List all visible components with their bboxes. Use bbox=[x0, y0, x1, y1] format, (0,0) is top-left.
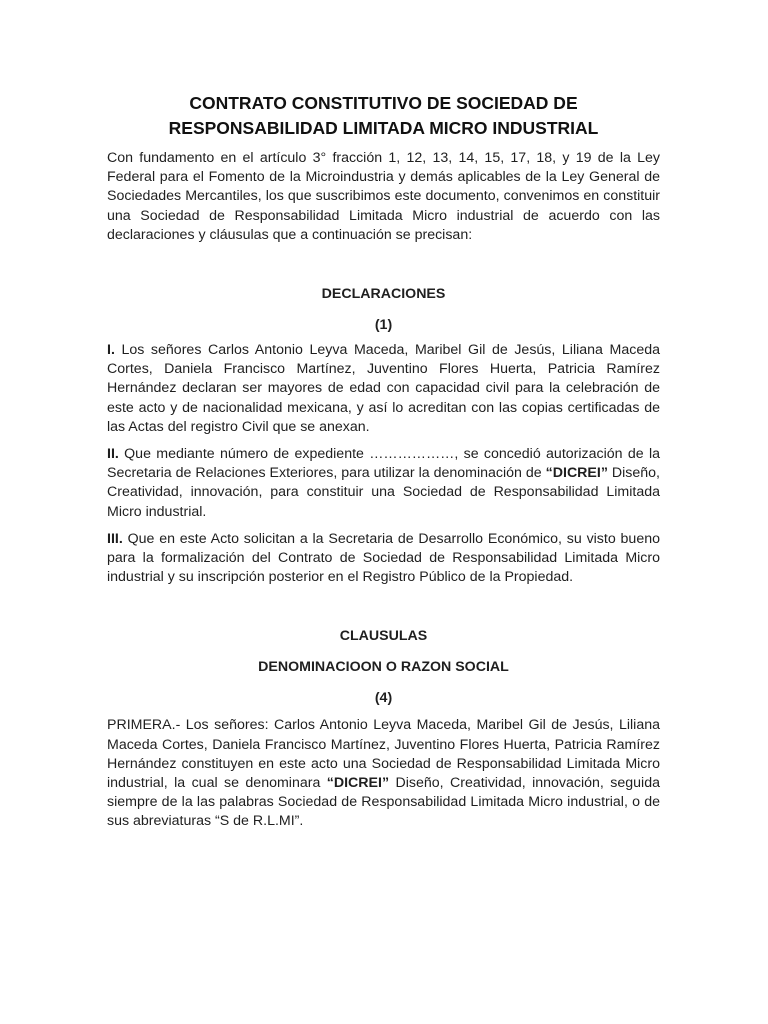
declaracion-ii-label: II. bbox=[107, 446, 119, 463]
document-page bbox=[107, 91, 660, 832]
declaracion-i-label: I. bbox=[107, 342, 115, 359]
declaraciones-heading: DECLARACIONES bbox=[321, 286, 446, 303]
declaracion-iii bbox=[107, 530, 660, 588]
declaracion-ii-text-before: Que mediante número de expediente ………………, se concedió autorización de la Secretaria de Relaciones Exteriores, para utilizar la denominación de bbox=[107, 446, 660, 482]
clausula-primera-brand: “DICREI” bbox=[326, 775, 390, 792]
title-line-1: CONTRATO CONSTITUTIVO DE SOCIEDAD DE bbox=[189, 93, 578, 113]
declaracion-i bbox=[107, 341, 660, 437]
clausulas-heading: CLAUSULAS bbox=[339, 628, 428, 645]
declaracion-ii-brand: “DICREI” bbox=[545, 465, 608, 482]
clausulas-number: (4) bbox=[374, 690, 393, 707]
document-title bbox=[107, 91, 660, 141]
declaracion-iii-label: III. bbox=[107, 530, 123, 547]
declaracion-iii-text: Que en este Acto solicitan a la Secretaria de Desarrollo Económico, su visto bueno para la formalización del Contrato de Sociedad de Responsabilidad Limitada Micro industrial y su inscripción posterior en el Registro Público de la Propiedad. bbox=[107, 530, 660, 586]
clausula-primera-text-before: PRIMERA.- Los señores: Carlos Antonio Leyva Maceda, Maribel Gil de Jesús, Liliana Maceda Cortes, Daniela Francisco Martínez, Juventino Flores Huerta, Patricia Ramírez Hernández constituyen en este acto una Sociedad de Responsabilidad Limitada Micro industrial, la cual se denominara bbox=[107, 717, 660, 792]
clausula-primera bbox=[107, 716, 660, 831]
intro-paragraph: Con fundamento en el artículo 3° fracción 1, 12, 13, 14, 15, 17, 18, y 19 de la Ley Federal para el Fomento de la Microindustria y demás aplicables de la Ley General de Sociedades Mercantiles, los que suscribimos este documento, convenimos en constituir una Sociedad de Responsabilidad Limitada Micro industrial de acuerdo con las declaraciones y cláusulas que a continuación se precisan: bbox=[107, 150, 660, 243]
declaracion-i-text: Los señores Carlos Antonio Leyva Maceda, Maribel Gil de Jesús, Liliana Maceda Cortes, Daniela Francisco Martínez, Juventino Flores Huerta, Patricia Ramírez Hernández declaran ser mayores de edad con capacidad civil para la celebración de este acto y de nacionalidad mexicana, y así lo acreditan con las copias certificadas de las Actas del registro Civil que se anexan. bbox=[107, 342, 660, 435]
title-line-2: RESPONSABILIDAD LIMITADA MICRO INDUSTRIAL bbox=[168, 118, 599, 138]
declaracion-ii bbox=[107, 445, 660, 522]
clausula-primera-text-after: Diseño, Creatividad, innovación, seguida siempre de la las palabras Sociedad de Responsabilidad Limitada Micro industrial, o de sus abreviaturas “S de R.L.MI”. bbox=[107, 775, 660, 830]
declaracion-ii-text-after: Diseño, Creatividad, innovación, para constituir una Sociedad de Responsabilidad Limitada Micro industrial. bbox=[107, 465, 661, 520]
denominacion-subheading: DENOMINACIOON O RAZON SOCIAL bbox=[258, 659, 509, 676]
declaraciones-number: (1) bbox=[374, 317, 393, 334]
